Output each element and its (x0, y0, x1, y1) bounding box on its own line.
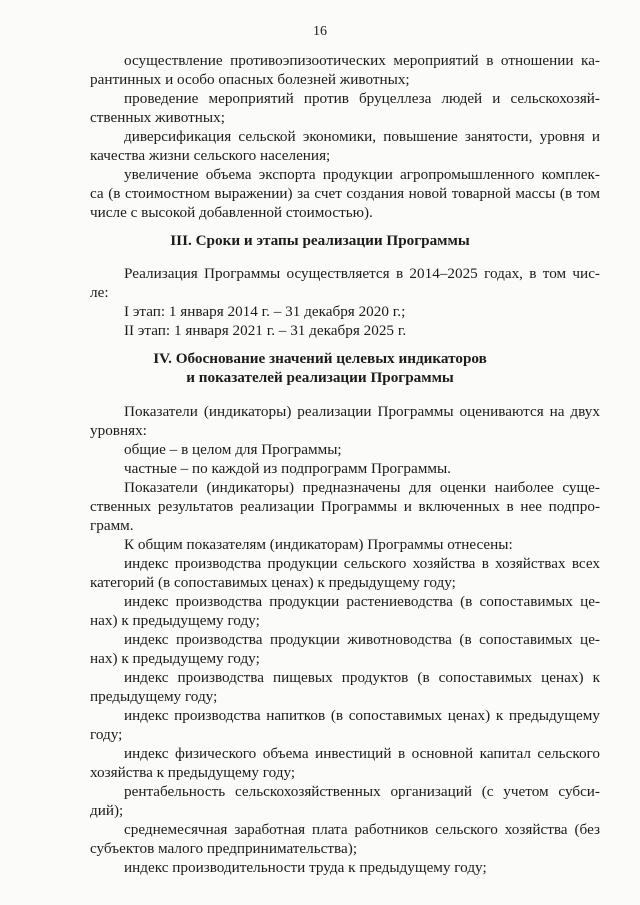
text-line: качества жизни сельского населения; (90, 147, 331, 164)
page-number: 16 (313, 24, 327, 39)
text-line: II этап: 1 января 2021 г. – 31 декабря 2025 г. (124, 322, 407, 339)
text-line: числе с высокой добавленной стоимостью). (90, 204, 373, 221)
text-line: нах) к предыдущему году; (90, 650, 260, 667)
text-line: увеличение объема экспорта продукции агропромышленного комплек- (124, 166, 600, 183)
text-line: Показатели (индикаторы) предназначены для оценки наиболее суще- (124, 479, 600, 496)
text-line: предыдущему году; (90, 688, 218, 705)
text-line: осуществление противоэпизоотических мероприятий в отношении ка- (124, 52, 600, 69)
text-line: нах) к предыдущему году; (90, 612, 260, 629)
text-line: индекс производства продукции сельского хозяйства в хозяйствах всех (124, 555, 600, 572)
text-line: I этап: 1 января 2014 г. – 31 декабря 2020 г.; (124, 303, 406, 320)
text-line: проведение мероприятий против бруцеллеза людей и сельскохозяй- (124, 90, 600, 107)
text-line: общие – в целом для Программы; (124, 441, 342, 458)
text-line: дий); (90, 802, 124, 819)
text-line: рентабельность сельскохозяйственных организаций (с учетом субси- (124, 783, 600, 800)
text-line: индекс производительности труда к предыдущему году; (124, 859, 487, 876)
text-line: категорий (в сопоставимых ценах) к предыдущему году; (90, 574, 456, 591)
section-heading: и показателей реализации Программы (186, 369, 454, 386)
text-line: ственных животных; (90, 109, 225, 126)
text-line: уровнях: (90, 422, 147, 439)
text-line: среднемесячная заработная плата работников сельского хозяйства (без (124, 821, 600, 838)
text-line: индекс производства пищевых продуктов (в сопоставимых ценах) к (124, 669, 600, 686)
text-line: Показатели (индикаторы) реализации Программы оцениваются на двух (124, 403, 600, 420)
text-line: К общим показателям (индикаторам) Программы отнесены: (124, 536, 513, 553)
text-line: Реализация Программы осуществляется в 2014–2025 годах, в том чис- (124, 265, 600, 282)
text-line: рантинных и особо опасных болезней животных; (90, 71, 410, 88)
text-line: ственных результатов реализации Программы и включенных в нее подпро- (90, 498, 600, 515)
text-line: субъектов малого предпринимательства); (90, 840, 358, 857)
text-line: хозяйства к предыдущему году; (90, 764, 296, 781)
text-line: частные – по каждой из подпрограмм Программы. (124, 460, 451, 477)
text-line: индекс производства продукции животноводства (в сопоставимых це- (124, 631, 600, 648)
text-line: грамм. (90, 517, 134, 534)
text-line: индекс производства продукции растениеводства (в сопоставимых це- (124, 593, 600, 610)
text-line: индекс физического объема инвестиций в основной капитал сельского (124, 745, 600, 762)
text-line: диверсификация сельской экономики, повышение занятости, уровня и (124, 128, 600, 145)
text-line: индекс производства напитков (в сопоставимых ценах) к предыдущему (124, 707, 600, 724)
text-line: са (в стоимостном выражении) за счет создания новой товарной массы (в том (90, 185, 600, 202)
section-heading: IV. Обоснование значений целевых индикаторов (153, 350, 487, 367)
text-line: ле: (90, 284, 109, 301)
section-heading: III. Сроки и этапы реализации Программы (170, 232, 470, 249)
text-line: году; (90, 726, 123, 743)
